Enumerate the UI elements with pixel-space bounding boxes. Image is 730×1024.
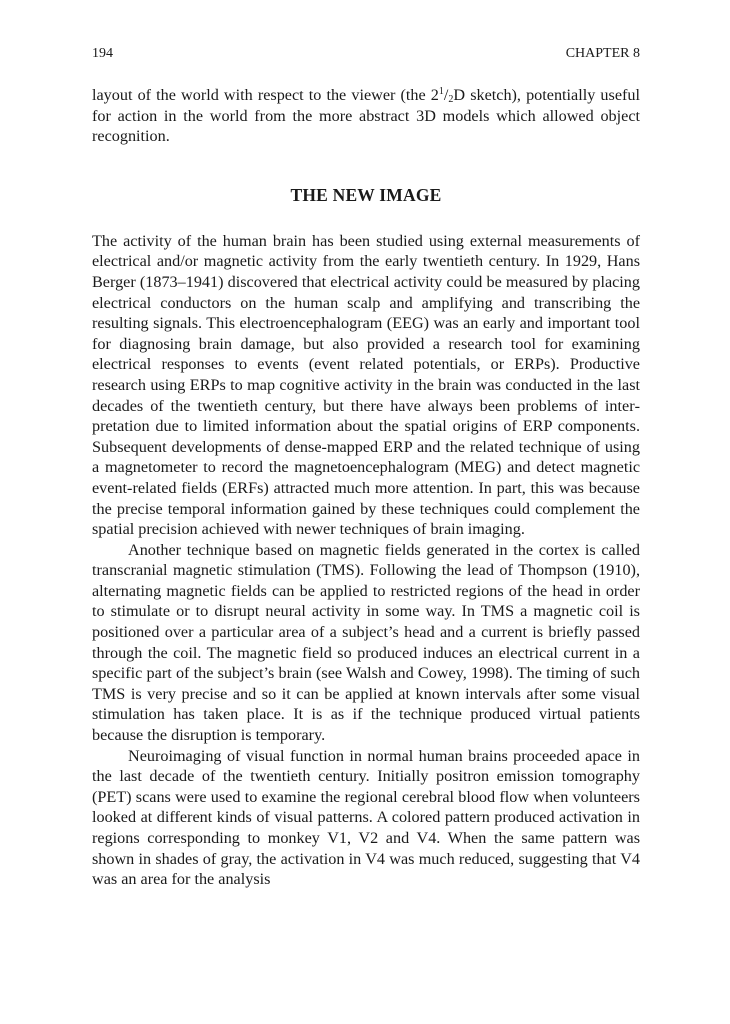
body-paragraph: The activity of the human brain has been studied using external measurements of electrical and/or magnetic activity from the early twentieth century. In 1929, Hans Berger (1873–1941) discovered that electrical activity could be measured by placing electrical conductors on the human scalp and amplifying and transcribing the resulting signals. This electroencephalogram (EEG) was an early and important tool for diagnosing brain damage, but also provided a research tool for examining electrical responses to events (event related potentials, or ERPs). Productive research using ERPs to map cognitive activity in the brain was conducted in the last decades of the twentieth century, but there have always been problems of interpretation due to limited information about the spatial origins of ERP components. Subsequent developments of dense-mapped ERP and the related technique of using a magnetometer to record the magnetoencephalogram (MEG) and detect magnetic event-related fields (ERFs) attracted much more attention. In part, this was because the precise temporal information gained by these techniques could complement the spatial precision achieved with newer techniques of brain imaging. [92,231,640,539]
running-head [92,46,640,62]
body-paragraph: Neuroimaging of visual function in normal human brains proceeded apace in the last decade of the twentieth century. Initially positron emission tomography (PET) scans were used to examine the regional cerebral blood flow when volunteers looked at different kinds of visual patterns. A colored pattern produced activation in regions corresponding to monkey V1, V2 and V4. When the same pattern was shown in shades of gray, the activation in V4 was much reduced, suggesting that V4 was an area for the analysis [92,746,640,889]
body-paragraph: Another technique based on magnetic fields generated in the cortex is called transcranial magnetic stimulation (TMS). Following the lead of Thompson (1910), alternating magnetic fields can be applied to restricted regions of the head in order to stimulate or to disrupt neural activity in some way. In TMS a magnetic coil is positioned over a particular area of a subject’s head and a current is briefly passed through the coil. The magnetic field so produced induces an electrical current in a specific part of the subject’s brain (see Walsh and Cowey, 1998). The timing of such TMS is very precise and so it can be applied at known intervals after some visual stimulation has taken place. It is as if the technique produced virtual patients because the disruption is temporary. [92,540,640,745]
book-page [92,46,640,890]
intro-text-end: D sketch), potentially useful for action in the world from the more abstract 3D models which allowed object recognition. [92,86,640,146]
intro-text-start: layout of the world with respect to the viewer (the 2 [92,86,439,104]
section-heading: THE NEW IMAGE [290,184,442,205]
chapter-label: CHAPTER 8 [565,46,640,61]
fraction-numerator: 1 [438,86,444,97]
fraction-denominator: 2 [448,94,454,105]
section-body [92,231,640,890]
page-number: 194 [92,46,113,61]
intro-paragraph [92,85,640,147]
fraction-slash: / [443,86,449,104]
